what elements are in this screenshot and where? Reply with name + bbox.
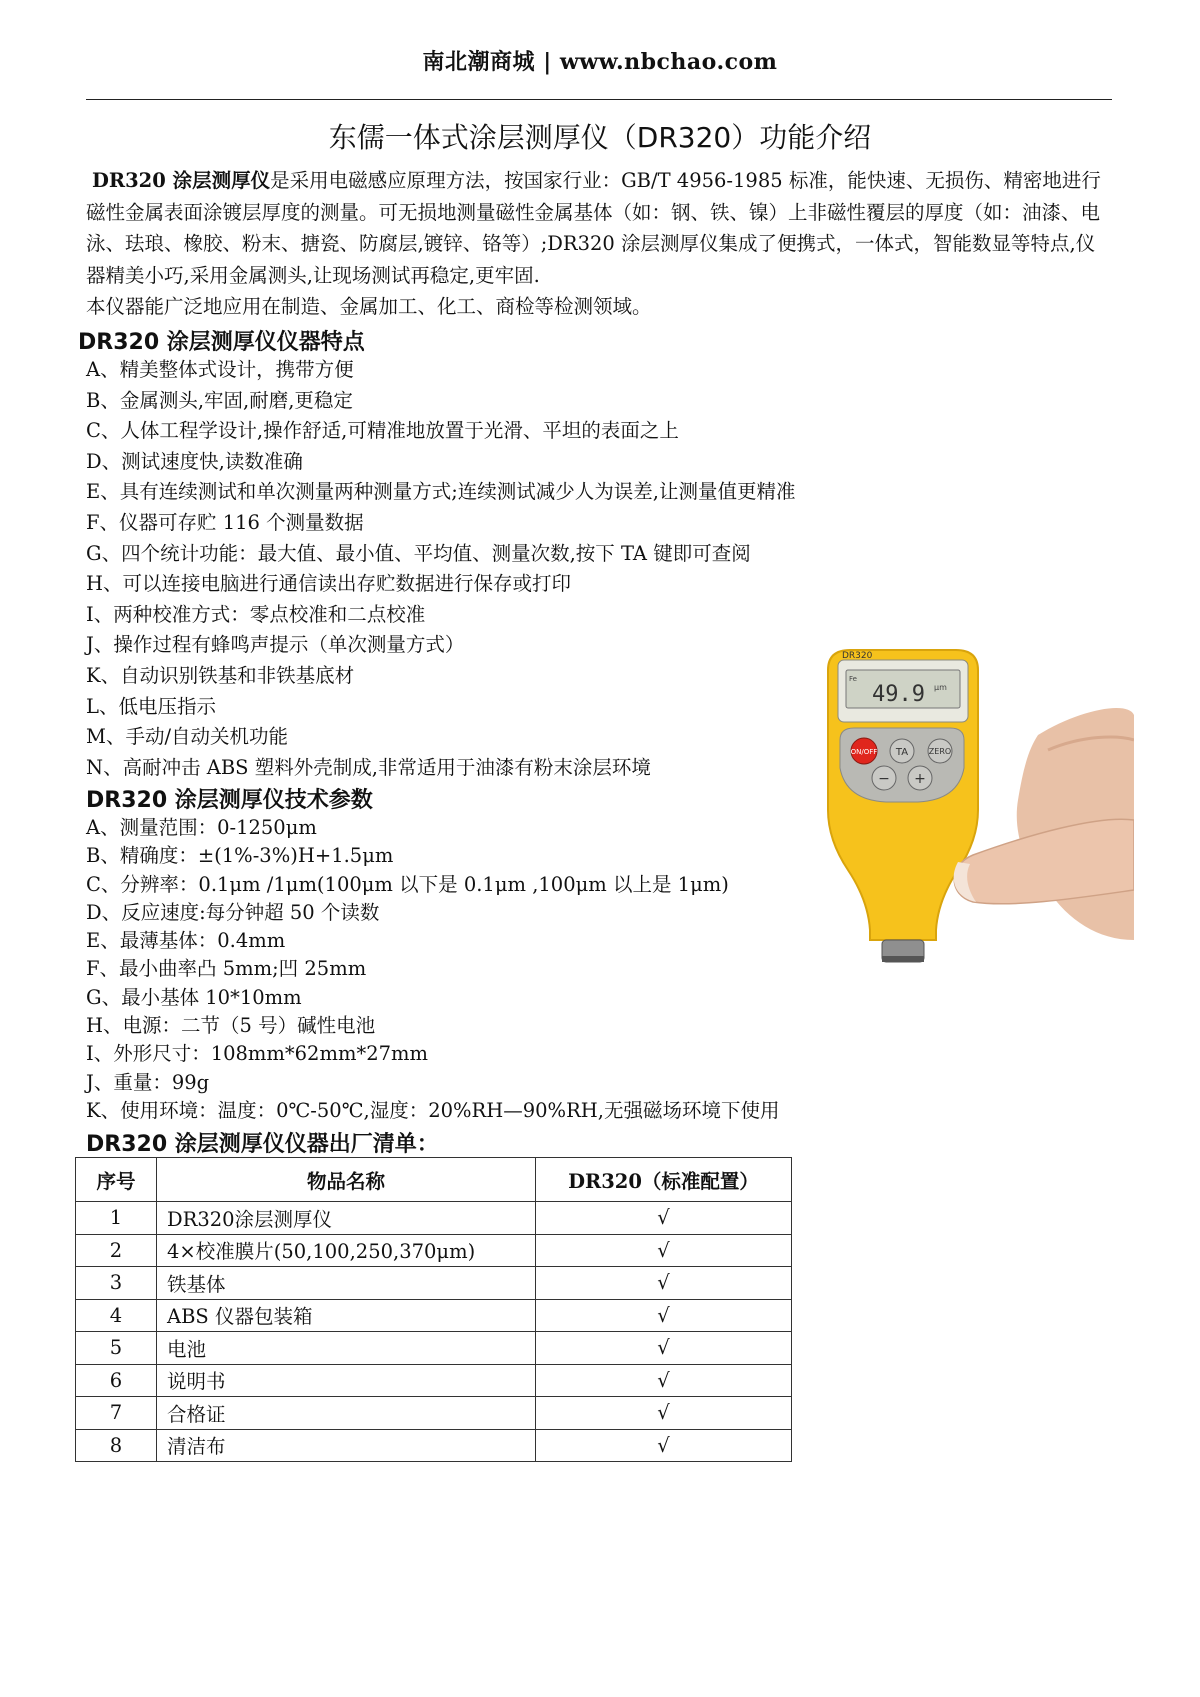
site-header: 南北潮商城 | www.nbchao.com — [422, 49, 778, 75]
item-name-cell: 4×校准膜片(50,100,250,370μm) — [157, 1234, 536, 1267]
included-check-cell: √ — [536, 1299, 792, 1332]
spec-item: I、外形尺寸：108mm*62mm*27mm — [86, 1042, 428, 1066]
intro-text: 是采用电磁感应原理方法，按国家行业：GB/T 4956-1985 标准，能快速、无损伤、精密地进行磁性金属表面涂镀层厚度的测量。可无损地测量磁性金属基体（如：钢、铁、镍）上非磁性覆层的厚度（如：油漆、电泳、珐琅、橡胶、粉末、搪瓷、防腐层,镀锌、铬等）;DR320 涂层测厚仪集成了便携式，一体式，智能数显等特点,仪器精美小巧,采用金属测头,让现场测试再稳定,更牢固. — [86, 169, 1101, 287]
spec-item: K、使用环境：温度：0℃-50℃,湿度：20%RH—90%RH,无强磁场环境下使用 — [86, 1098, 780, 1122]
table-row — [76, 1332, 792, 1365]
row-number-cell: 5 — [76, 1332, 157, 1365]
table-header-row — [76, 1158, 792, 1202]
included-check-cell: √ — [536, 1267, 792, 1300]
feature-item: E、具有连续测试和单次测量两种测量方式;连续测试减少人为误差,让测量值更精准 — [86, 480, 796, 504]
table-row — [76, 1397, 792, 1430]
spec-item: A、测量范围：0-1250μm — [86, 816, 317, 839]
gauge-unit: μm — [934, 683, 947, 692]
column-header-item: 物品名称 — [157, 1158, 536, 1202]
feature-item: A、精美整体式设计，携带方便 — [86, 358, 354, 381]
gauge-mode-label: Fe — [849, 675, 857, 683]
packing-list-table — [75, 1157, 792, 1462]
spec-item: B、精确度：±(1%-3%)H+1.5μm — [86, 844, 394, 868]
packing-list-heading: DR320 涂层测厚仪仪器出厂清单： — [86, 1132, 439, 1157]
spec-item: J、重量：99g — [86, 1070, 210, 1094]
item-name-cell: 铁基体 — [157, 1267, 536, 1300]
included-check-cell: √ — [536, 1429, 792, 1462]
item-name-cell: 电池 — [157, 1332, 536, 1365]
spec-item: G、最小基体 10*10mm — [86, 985, 302, 1009]
column-header-config: DR320（标准配置） — [536, 1158, 792, 1202]
document-title: 东儒一体式涂层测厚仪（DR320）功能介绍 — [328, 121, 872, 154]
included-check-cell: √ — [536, 1397, 792, 1430]
feature-item: M、手动/自动关机功能 — [86, 725, 289, 749]
features-heading: DR320 涂层测厚仪仪器特点 — [78, 330, 365, 355]
zero-label: ZERO — [928, 747, 952, 756]
included-check-cell: √ — [536, 1364, 792, 1397]
row-number-cell: 1 — [76, 1202, 157, 1235]
feature-item: G、四个统计功能：最大值、最小值、平均值、测量次数,按下 TA 键即可查阅 — [86, 541, 751, 565]
item-name-cell: 说明书 — [157, 1364, 536, 1397]
spec-item: D、反应速度:每分钟超 50 个读数 — [86, 900, 380, 924]
column-header-no: 序号 — [76, 1158, 157, 1202]
spec-item: E、最薄基体：0.4mm — [86, 929, 286, 953]
row-number-cell: 6 — [76, 1364, 157, 1397]
item-name-cell: 合格证 — [157, 1397, 536, 1430]
feature-item: D、测试速度快,读数准确 — [86, 449, 303, 473]
included-check-cell: √ — [536, 1234, 792, 1267]
spec-item: H、电源：二节（5 号）碱性电池 — [86, 1014, 376, 1038]
device-photo — [798, 640, 1134, 1002]
onoff-label: ON/OFF — [850, 748, 878, 756]
row-number-cell: 8 — [76, 1429, 157, 1462]
ta-label: TA — [895, 747, 909, 758]
table-row — [76, 1234, 792, 1267]
application-scope: 本仪器能广泛地应用在制造、金属加工、化工、商检等检测领域。 — [86, 295, 652, 318]
gauge-model-label: DR320 — [842, 651, 873, 661]
row-number-cell: 7 — [76, 1397, 157, 1430]
row-number-cell: 3 — [76, 1267, 157, 1300]
specs-list — [86, 814, 779, 1125]
feature-item: I、两种校准方式：零点校准和二点校准 — [86, 602, 426, 626]
table-row — [76, 1299, 792, 1332]
spec-item: C、分辨率：0.1μm /1μm(100μm 以下是 0.1μm ,100μm 以上是 1μm) — [86, 872, 729, 896]
gauge-reading: 49.9 — [872, 682, 925, 707]
thumb-shape — [954, 819, 1134, 904]
item-name-cell: DR320涂层测厚仪 — [157, 1202, 536, 1235]
table-row — [76, 1202, 792, 1235]
included-check-cell: √ — [536, 1202, 792, 1235]
item-name-cell: 清洁布 — [157, 1429, 536, 1462]
intro-paragraph — [86, 165, 1114, 291]
plus-label: + — [914, 771, 926, 787]
feature-item: B、金属测头,牢固,耐磨,更稳定 — [86, 388, 353, 412]
table-row — [76, 1267, 792, 1300]
item-name-cell: ABS 仪器包装箱 — [157, 1299, 536, 1332]
row-number-cell: 2 — [76, 1234, 157, 1267]
feature-item: H、可以连接电脑进行通信读出存贮数据进行保存或打印 — [86, 572, 572, 596]
spec-item: F、最小曲率凸 5mm;凹 25mm — [86, 957, 367, 981]
specs-heading: DR320 涂层测厚仪技术参数 — [86, 788, 373, 813]
feature-item: K、自动识别铁基和非铁基底材 — [86, 663, 355, 687]
features-list — [86, 355, 796, 783]
feature-item: C、人体工程学设计,操作舒适,可精准地放置于光滑、平坦的表面之上 — [86, 419, 679, 443]
table-row — [76, 1429, 792, 1462]
feature-item: N、高耐冲击 ABS 塑料外壳制成,非常适用于油漆有粉末涂层环境 — [86, 755, 651, 779]
row-number-cell: 4 — [76, 1299, 157, 1332]
feature-item: J、操作过程有蜂鸣声提示（单次测量方式） — [86, 633, 465, 657]
minus-label: − — [878, 771, 890, 787]
header-divider — [86, 99, 1112, 100]
table-row — [76, 1364, 792, 1397]
feature-item: L、低电压指示 — [86, 694, 216, 718]
included-check-cell: √ — [536, 1332, 792, 1365]
feature-item: F、仪器可存贮 116 个测量数据 — [86, 510, 364, 534]
intro-product-name: DR320 涂层测厚仪 — [92, 169, 271, 192]
